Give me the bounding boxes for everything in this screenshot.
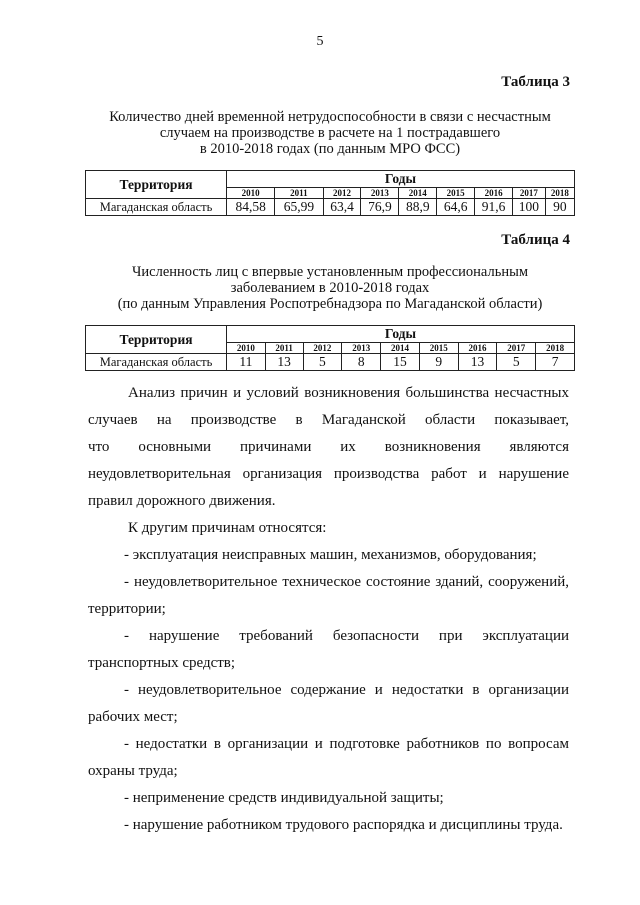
table3-value: 91,6 bbox=[475, 199, 513, 216]
list-item: - неудовлетворительное содержание и недостатки в организации bbox=[124, 682, 569, 698]
list-intro: К другим причинам относятся: bbox=[128, 520, 327, 536]
list-item-continuation: транспортных средств; bbox=[88, 655, 236, 671]
table3-year: 2013 bbox=[361, 188, 399, 199]
table4-title bbox=[80, 264, 580, 312]
table3-value: 65,99 bbox=[275, 199, 323, 216]
table4-header-territory: Территория bbox=[86, 326, 227, 354]
table3-value: 88,9 bbox=[399, 199, 437, 216]
table3-year: 2018 bbox=[545, 188, 574, 199]
table4-value: 13 bbox=[458, 354, 497, 371]
table4-year: 2010 bbox=[227, 343, 266, 354]
list-item: - нарушение требований безопасности при эксплуатации bbox=[124, 628, 569, 644]
table3-title-line: Количество дней временной нетрудоспособности в связи с несчастным bbox=[109, 109, 551, 125]
table3-label: Таблица 3 bbox=[501, 74, 570, 90]
table4-region: Магаданская область bbox=[86, 354, 227, 371]
table4-value: 7 bbox=[536, 354, 575, 371]
table4-value: 11 bbox=[227, 354, 266, 371]
table4-year: 2011 bbox=[265, 343, 303, 354]
table3-value: 84,58 bbox=[227, 199, 275, 216]
paragraph-line: неудовлетворительная организация производства работ и нарушение bbox=[88, 466, 569, 482]
table3-year: 2014 bbox=[399, 188, 437, 199]
table4-value: 15 bbox=[381, 354, 420, 371]
table-row bbox=[86, 199, 575, 216]
table4-year: 2014 bbox=[381, 343, 420, 354]
table4-year: 2018 bbox=[536, 343, 575, 354]
list-item-continuation: территории; bbox=[88, 601, 166, 617]
table3-title-line: случаем на производстве в расчете на 1 пострадавшего bbox=[159, 125, 501, 141]
table4-title-line: заболеванием в 2010-2018 годах bbox=[230, 280, 430, 296]
page-number: 5 bbox=[316, 34, 324, 49]
table3-year: 2016 bbox=[475, 188, 513, 199]
table-row bbox=[86, 354, 575, 371]
table3-value: 63,4 bbox=[323, 199, 361, 216]
paragraph-line: случаев на производстве в Магаданской области показывает, bbox=[88, 412, 569, 428]
paragraph-line: правил дорожного движения. bbox=[88, 493, 276, 509]
list-item: - эксплуатация неисправных машин, механизмов, оборудования; bbox=[124, 547, 537, 563]
table4-value: 9 bbox=[419, 354, 458, 371]
table3-year: 2011 bbox=[275, 188, 323, 199]
list-item: - недостатки в организации и подготовке работников по вопросам bbox=[124, 736, 569, 752]
table3-value: 100 bbox=[513, 199, 546, 216]
table4-value: 5 bbox=[303, 354, 342, 371]
table4-year: 2017 bbox=[497, 343, 536, 354]
table3-year: 2012 bbox=[323, 188, 361, 199]
table3-value: 90 bbox=[545, 199, 574, 216]
table3-title-line: в 2010-2018 годах (по данным МРО ФСС) bbox=[199, 141, 461, 157]
table4-year: 2012 bbox=[303, 343, 342, 354]
table4-title-line: Численность лиц с впервые установленным профессиональным bbox=[131, 264, 529, 280]
table3-title bbox=[80, 109, 580, 157]
list-item-continuation: рабочих мест; bbox=[88, 709, 178, 725]
table3 bbox=[85, 170, 575, 216]
table4-year: 2015 bbox=[419, 343, 458, 354]
table4-year: 2013 bbox=[342, 343, 381, 354]
body-text bbox=[88, 380, 569, 839]
table4-header-years: Годы bbox=[227, 326, 575, 343]
list-item: - нарушение работником трудового распорядка и дисциплины труда. bbox=[124, 817, 563, 833]
table4 bbox=[85, 325, 575, 371]
list-item: - неприменение средств индивидуальной защиты; bbox=[124, 790, 444, 806]
table3-value: 64,6 bbox=[437, 199, 475, 216]
table3-year: 2017 bbox=[513, 188, 546, 199]
table4-value: 13 bbox=[265, 354, 303, 371]
table4-title-line: (по данным Управления Роспотребнадзора по Магаданской области) bbox=[117, 296, 543, 312]
table3-value: 76,9 bbox=[361, 199, 399, 216]
table3-header-territory: Территория bbox=[86, 171, 227, 199]
paragraph-line: что основными причинами их возникновения являются bbox=[88, 439, 569, 455]
table4-value: 8 bbox=[342, 354, 381, 371]
paragraph-line: Анализ причин и условий возникновения большинства несчастных bbox=[128, 385, 569, 401]
table3-year: 2015 bbox=[437, 188, 475, 199]
table3-region: Магаданская область bbox=[86, 199, 227, 216]
table4-value: 5 bbox=[497, 354, 536, 371]
table4-year: 2016 bbox=[458, 343, 497, 354]
table3-header-years: Годы bbox=[227, 171, 575, 188]
list-item: - неудовлетворительное техническое состояние зданий, сооружений, bbox=[124, 574, 569, 590]
list-item-continuation: охраны труда; bbox=[88, 763, 178, 779]
table4-label: Таблица 4 bbox=[501, 232, 570, 248]
table3-year: 2010 bbox=[227, 188, 275, 199]
